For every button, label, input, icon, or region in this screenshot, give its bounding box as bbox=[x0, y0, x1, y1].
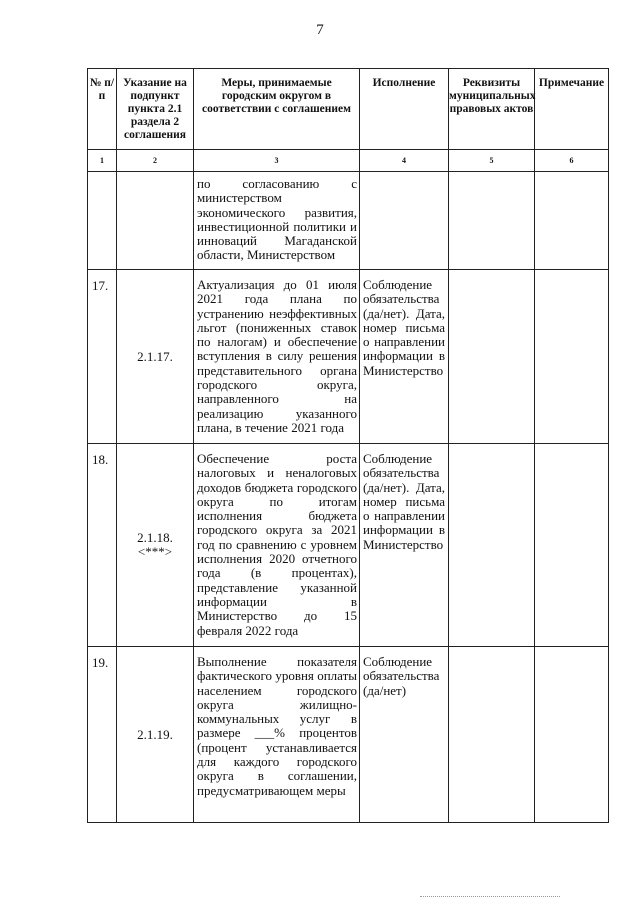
row-measures: по согласованию с министерством экономического развития, инвестиционной политики и инноваций Магаданской области, Министерством bbox=[194, 172, 360, 270]
row-execution: Соблюдение обязательства (да/нет). Дата, номер письма о направлении информации в Министерство bbox=[360, 270, 449, 444]
table-row bbox=[88, 270, 609, 444]
row-measures: Обеспечение роста налоговых и неналоговых доходов бюджета городского округа по итогам исполнения бюджета городского округа за 2021 год по сравнению с уровнем исполнения 2020 отчетного года (в процентах), представление указанной информации в Министерство до 15 февраля 2022 года bbox=[194, 444, 360, 647]
row-note bbox=[535, 172, 609, 270]
header-subclause: Указание на подпункт пункта 2.1 раздела 2 соглашения bbox=[117, 69, 194, 150]
table-row bbox=[88, 647, 609, 823]
row-subclause: 2.1.17. bbox=[117, 270, 194, 444]
scan-artifact-line bbox=[420, 896, 560, 899]
table-header-row bbox=[88, 69, 609, 150]
header-execution: Исполнение bbox=[360, 69, 449, 150]
header-note: Примечание bbox=[535, 69, 609, 150]
column-number-row bbox=[88, 150, 609, 172]
row-execution bbox=[360, 172, 449, 270]
row-number bbox=[88, 172, 117, 270]
table-row bbox=[88, 172, 609, 270]
header-requisites: Реквизиты муниципальных правовых актов bbox=[449, 69, 535, 150]
row-subclause: 2.1.19. bbox=[117, 647, 194, 823]
column-number: 4 bbox=[360, 150, 449, 172]
table-row bbox=[88, 444, 609, 647]
row-measures: Выполнение показателя фактического уровня оплаты населением городского округа жилищно-коммунальных услуг в размере ___% процентов (процент устанавливается для каждого городского округа в соглашении, предусматривающем меры bbox=[194, 647, 360, 823]
row-execution: Соблюдение обязательства (да/нет) bbox=[360, 647, 449, 823]
column-number: 3 bbox=[194, 150, 360, 172]
row-subclause bbox=[117, 172, 194, 270]
row-number: 17. bbox=[88, 270, 117, 444]
row-number: 19. bbox=[88, 647, 117, 823]
row-measures: Актуализация до 01 июля 2021 года плана по устранению неэффективных льгот (пониженных ставок по налогам) и обеспечение вступления в силу решения представительного органа городского округа, направленного на реализацию указанного плана, в течение 2021 года bbox=[194, 270, 360, 444]
row-requisites bbox=[449, 270, 535, 444]
column-number: 1 bbox=[88, 150, 117, 172]
row-note bbox=[535, 270, 609, 444]
measures-table bbox=[87, 68, 609, 823]
page-number: 7 bbox=[316, 22, 324, 38]
row-subclause: 2.1.18. <***> bbox=[117, 444, 194, 647]
column-number: 5 bbox=[449, 150, 535, 172]
row-note bbox=[535, 444, 609, 647]
row-number: 18. bbox=[88, 444, 117, 647]
column-number: 6 bbox=[535, 150, 609, 172]
row-requisites bbox=[449, 647, 535, 823]
row-note bbox=[535, 647, 609, 823]
row-requisites bbox=[449, 444, 535, 647]
header-number: № п/п bbox=[88, 69, 117, 150]
row-requisites bbox=[449, 172, 535, 270]
column-number: 2 bbox=[117, 150, 194, 172]
row-execution: Соблюдение обязательства (да/нет). Дата, номер письма о направлении информации в Министерство bbox=[360, 444, 449, 647]
header-measures: Меры, принимаемые городским округом в соответствии с соглашением bbox=[194, 69, 360, 150]
